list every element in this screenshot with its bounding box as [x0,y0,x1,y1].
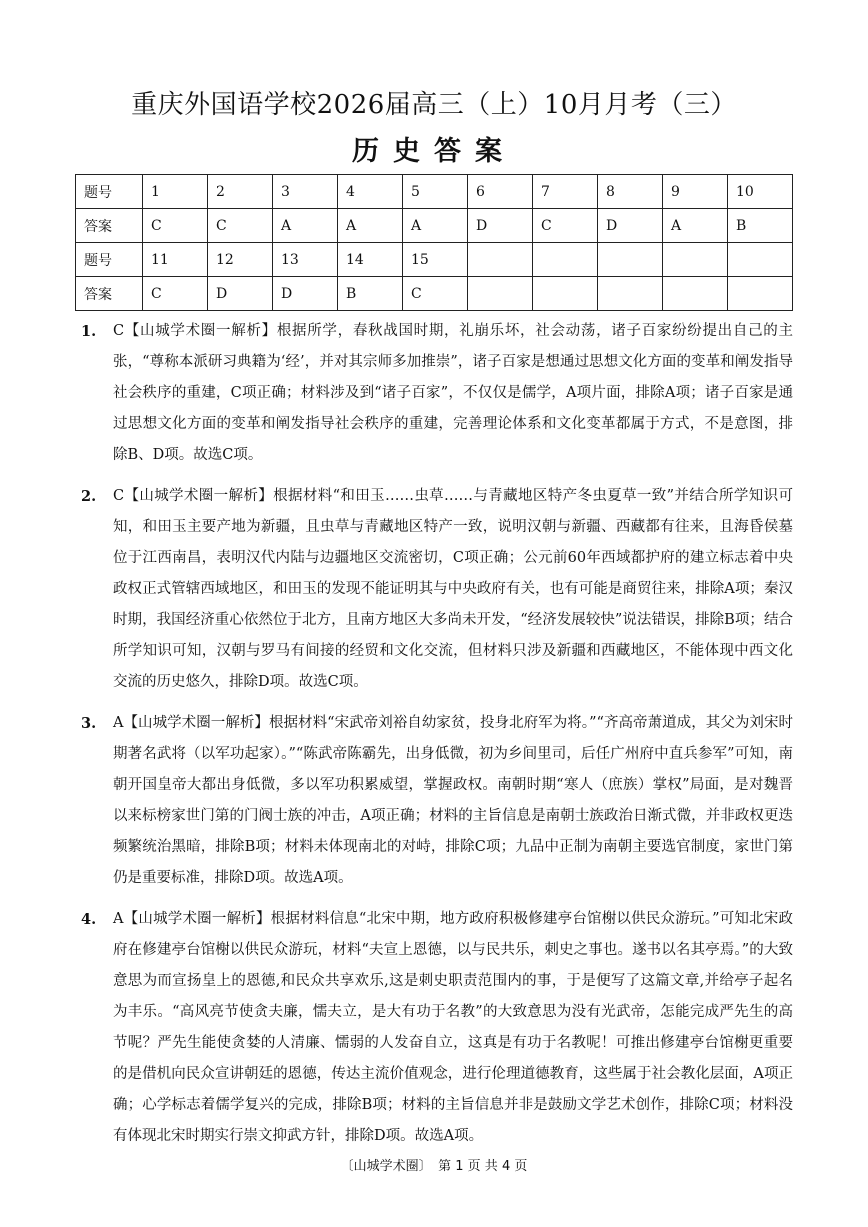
item-number: 4. [81,911,97,928]
table-cell: C [143,209,208,243]
item-text: C【山城学术圈一解析】根据所学，春秋战国时期，礼崩乐坏，社会动荡，诸子百家纷纷提出自己的主张，“尊称本派研习典籍为‘经’，并对其宗师多加推崇”，诸子百家是想通过思想文化方面的变革和阐发指导社会秩序的重建，C项正确；材料涉及到“诸子百家”，不仅仅是儒学，A项片面，排除A项；诸子百家是通过思想文化方面的变革和阐发指导社会秩序的重建，完善理论体系和文化变革都属于方式，不是意图，排除B、D项。故选C项。 [113,323,793,463]
table-cell: 15 [403,243,468,277]
table-cell: C [403,277,468,311]
table-cell [598,243,663,277]
table-cell [728,243,793,277]
table-cell: C [533,209,598,243]
table-cell: A [273,209,338,243]
table-cell [663,277,728,311]
table-row [76,209,793,243]
table-cell: A [338,209,403,243]
table-cell [598,277,663,311]
row-label: 题号 [76,243,143,277]
list-item [81,708,793,894]
table-cell: A [403,209,468,243]
table-cell: D [273,277,338,311]
table-cell: 5 [403,175,468,209]
table-cell: B [728,209,793,243]
table-cell: C [208,209,273,243]
answer-table [75,174,793,311]
table-cell: 7 [533,175,598,209]
item-number: 1. [81,323,97,340]
table-cell [533,243,598,277]
list-item [81,904,793,1152]
table-cell: 14 [338,243,403,277]
table-cell: 1 [143,175,208,209]
item-number: 3. [81,715,97,732]
row-label: 题号 [76,175,143,209]
row-label: 答案 [76,209,143,243]
table-cell [533,277,598,311]
table-row [76,277,793,311]
item-text: A【山城学术圈一解析】根据材料信息“北宋中期，地方政府积极修建亭台馆榭以供民众游玩。”可知北宋政府在修建亭台馆榭以供民众游玩，材料“夫宣上恩德，以与民共乐，刺史之事也。遂书以名其亭焉。”的大致意思为而宣扬皇上的恩德,和民众共享欢乐,这是刺史职责范围内的事，于是便写了这篇文章,并给亭子起名为丰乐。“高风亮节使贪夫廉，懦夫立，是大有功于名教”的大致意思为没有光武帝，怎能完成严先生的高节呢？严先生能使贪婪的人清廉、懦弱的人发奋自立，这真是有功于名教呢！可推出修建亭台馆榭更重要的是借机向民众宣讲朝廷的恩德，传达主流价值观念，进行伦理道德教育，这些属于社会教化层面，A项正确；心学标志着儒学复兴的完成，排除B项；材料的主旨信息并非是鼓励文学艺术创作，排除C项；材料没有体现北宋时期实行崇文抑武方针，排除D项。故选A项。 [113,911,793,1144]
table-cell: 4 [338,175,403,209]
explanation-list [81,316,793,1162]
item-text: C【山城学术圈一解析】根据材料“和田玉……虫草……与青藏地区特产冬虫夏草一致”并结合所学知识可知，和田玉主要产地为新疆，且虫草与青藏地区特产一致，说明汉朝与新疆、西藏都有往来，且海昏侯墓位于江西南昌，表明汉代内陆与边疆地区交流密切，C项正确；公元前60年西域都护府的建立标志着中央政权正式管辖西域地区，和田玉的发现不能证明其与中央政府有关，也有可能是商贸往来，排除A项；秦汉时期，我国经济重心依然位于北方，且南方地区大多尚未开发，“经济发展较快”说法错误，排除B项；结合所学知识可知，汉朝与罗马有间接的经贸和文化交流，但材料只涉及新疆和西藏地区，不能体现中西文化交流的历史悠久，排除D项。故选C项。 [113,488,793,690]
table-cell: B [338,277,403,311]
table-cell: D [468,209,533,243]
table-cell: 12 [208,243,273,277]
table-cell: 6 [468,175,533,209]
table-cell [468,277,533,311]
table-cell: A [663,209,728,243]
table-cell [728,277,793,311]
table-cell [663,243,728,277]
page-title: 重庆外国语学校2026届高三（上）10月月考（三） [131,90,737,120]
table-row [76,243,793,277]
table-cell: 10 [728,175,793,209]
page-footer: 〔山城学术圈〕 第 1 页 共 4 页 [340,1159,528,1174]
table-cell: 11 [143,243,208,277]
table-cell: 8 [598,175,663,209]
table-cell: D [598,209,663,243]
list-item [81,316,793,471]
table-cell: D [208,277,273,311]
row-label: 答案 [76,277,143,311]
list-item [81,481,793,698]
item-text: A【山城学术圈一解析】根据材料“宋武帝刘裕自幼家贫，投身北府军为将。”“齐高帝萧道成，其父为刘宋时期著名武将（以军功起家）。”“陈武帝陈霸先，出身低微，初为乡间里司，后任广州府中直兵参军”可知，南朝开国皇帝大都出身低微，多以军功积累威望，掌握政权。南朝时期“寒人（庶族）掌权”局面，是对魏晋以来标榜家世门第的门阀士族的冲击，A项正确；材料的主旨信息是南朝士族政治日渐式微，并非政权更迭频繁统治黑暗，排除B项；材料未体现南北的对峙，排除C项；九品中正制为南朝主要选官制度，家世门第仍是重要标准，排除D项。故选A项。 [113,715,793,886]
table-row [76,175,793,209]
table-cell [468,243,533,277]
table-cell: C [143,277,208,311]
table-cell: 9 [663,175,728,209]
page-subtitle: 历史答案 [352,136,516,167]
table-cell: 2 [208,175,273,209]
table-cell: 3 [273,175,338,209]
item-number: 2. [81,488,97,505]
table-cell: 13 [273,243,338,277]
